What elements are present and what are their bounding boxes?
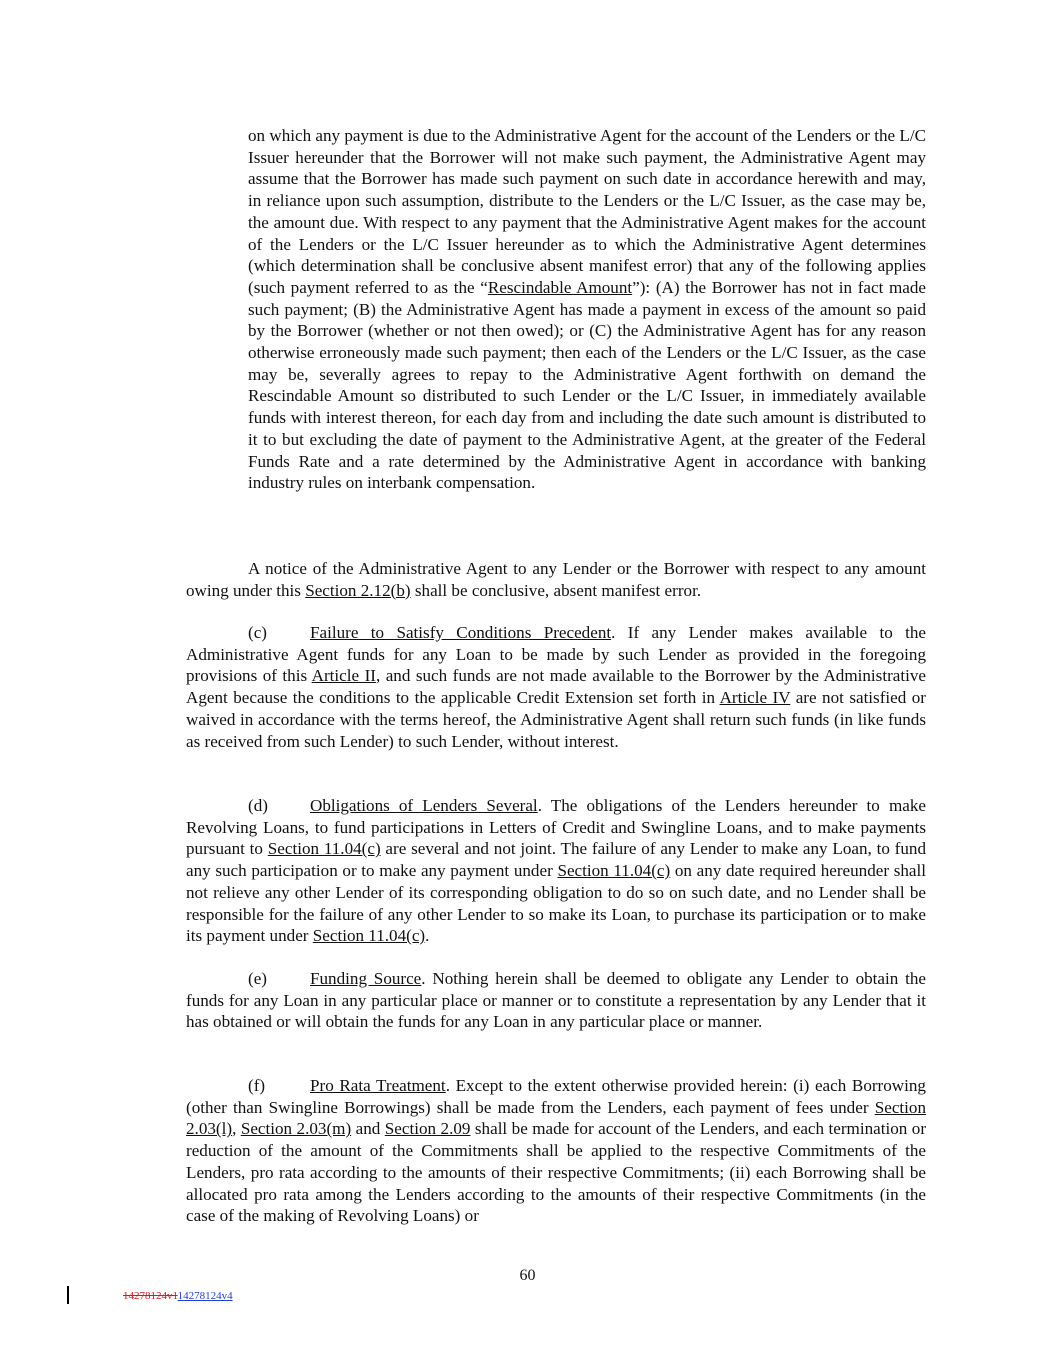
continuation-paragraph: [248, 125, 926, 494]
text-run: ”): (A) the Borrower has not in fact made such payment; (B) the Administrative Agent has made a payment in excess of the amount so paid by the Borrower (whether or not then owed); or (C) the Administrative Agent has for any reason otherwise erroneously made such payment; then each of the Lenders or the L/C Issuer, as the case may be, severally agrees to repay to the Administrative Agent forthwith on demand the Rescindable Amount so distributed to such Lender or the L/C Issuer, in immediately available funds with interest thereon, for each day from and including the date such amount is distributed to it to but excluding the date of payment to the Administrative Agent, at the greater of the Federal Funds Rate and a rate determined by the Administrative Agent in accordance with banking industry rules on interbank compensation.: [248, 277, 927, 493]
paragraph-e: [186, 968, 926, 1033]
revision-bar: [67, 1286, 69, 1304]
text-run: , and such funds are not made available to the Borrower by the Administrative Agent because the conditions to the applicable Credit Extension set forth in: [186, 666, 926, 708]
paragraph-heading: Funding Source: [310, 969, 422, 988]
text-run: .: [425, 926, 430, 946]
paragraph-d: [186, 795, 926, 947]
defined-term: Rescindable Amount: [487, 277, 633, 297]
article-reference: Article II: [311, 666, 376, 686]
section-reference: Section 11.04(c): [312, 926, 426, 946]
section-reference: Section 2.09: [384, 1119, 471, 1139]
paragraph-c: [186, 622, 926, 752]
paragraph-label: (e): [248, 969, 267, 988]
article-reference: Article IV: [719, 688, 791, 708]
text-run: . The obligations of the Lenders hereunder to make Revolving Loans, to fund participations in Letters of Credit and Swingline Loans, and to make payments pursuant to: [186, 796, 926, 859]
deleted-doc-id: 14278124v1: [123, 1290, 178, 1302]
text-run: are several and not joint. The failure of any Lender to make any Loan, to fund any such participation or to make any payment under: [186, 839, 926, 881]
text-run: on any date required hereunder shall not relieve any other Lender of its corresponding obligation to do so on such date, and no Lender shall be responsible for the failure of any other Lender to so make its Loan, to purchase its participation or to make its payment under: [186, 861, 927, 946]
text-run: shall be made for account of the Lenders, and each termination or reduction of the amount of the Commitments shall be applied to the respective Commitments of the Lenders, pro rata according to the amounts of their respective Commitments; (ii) each Borrowing shall be allocated pro rata among the Lenders according to the amounts of their respective Commitments (in the case of the making of Revolving Loans) or: [186, 1119, 927, 1226]
text-run: ,: [232, 1119, 241, 1139]
paragraph-heading: Obligations of Lenders Several: [310, 796, 538, 815]
text-run: A notice of the Administrative Agent to any Lender or the Borrower with respect to any amount owing under this: [186, 559, 926, 600]
paragraph-heading: Failure to Satisfy Conditions Precedent: [310, 623, 612, 642]
text-run: shall be conclusive, absent manifest error.: [410, 580, 702, 600]
paragraph-label: (d): [248, 796, 268, 815]
text-run: on which any payment is due to the Administrative Agent for the account of the Lenders or the L/C Issuer hereunder that the Borrower will not make such payment, the Administrative Agent may assume that the Borrower has made such payment on such date in accordance herewith and may, in reliance upon such assumption, distribute to the Lenders or the L/C Issuer, as the case may be, the amount due. With respect to any payment that the Administrative Agent makes for the account of the Lenders or the L/C Issuer hereunder as to which the Administrative Agent determines (which determination shall be conclusive absent manifest error) that any of the following applies (such payment referred to as the “: [248, 126, 926, 297]
section-reference: Section 2.03(m): [240, 1119, 352, 1139]
section-reference: Section 2.12(b): [305, 580, 411, 600]
paragraph-label: (f): [248, 1076, 266, 1095]
text-run: . Nothing herein shall be deemed to obligate any Lender to obtain the funds for any Loan in any particular place or manner or to constitute a representation by any Lender that it has obtained or will obtain the funds for any Loan in any particular place or manner.: [186, 969, 926, 1032]
document-id: [123, 1290, 233, 1302]
text-run: . If any Lender makes available to the Administrative Agent funds for any Loan to be made by such Lender as provided in the foregoing provisions of this: [186, 623, 927, 686]
section-reference: Section 2.03(l): [186, 1097, 926, 1139]
section-reference: Section 11.04(c): [557, 861, 671, 881]
text-run: and: [351, 1119, 385, 1139]
paragraph-f: [186, 1075, 926, 1227]
inserted-doc-id: 14278124v4: [177, 1290, 233, 1302]
paragraph-label: (c): [248, 623, 267, 642]
notice-paragraph: [186, 558, 926, 601]
paragraph-heading: Pro Rata Treatment: [310, 1076, 446, 1095]
page-number: 60: [519, 1267, 536, 1284]
text-run: . Except to the extent otherwise provided herein: (i) each Borrowing (other than Swingline Borrowings) shall be made from the Lenders, each payment of fees under: [186, 1076, 926, 1117]
section-reference: Section 11.04(c): [267, 839, 381, 859]
text-run: are not satisfied or waived in accordance with the terms hereof, the Administrative Agent shall return such funds (in like funds as received from such Lender) to such Lender, without interest.: [186, 688, 926, 751]
